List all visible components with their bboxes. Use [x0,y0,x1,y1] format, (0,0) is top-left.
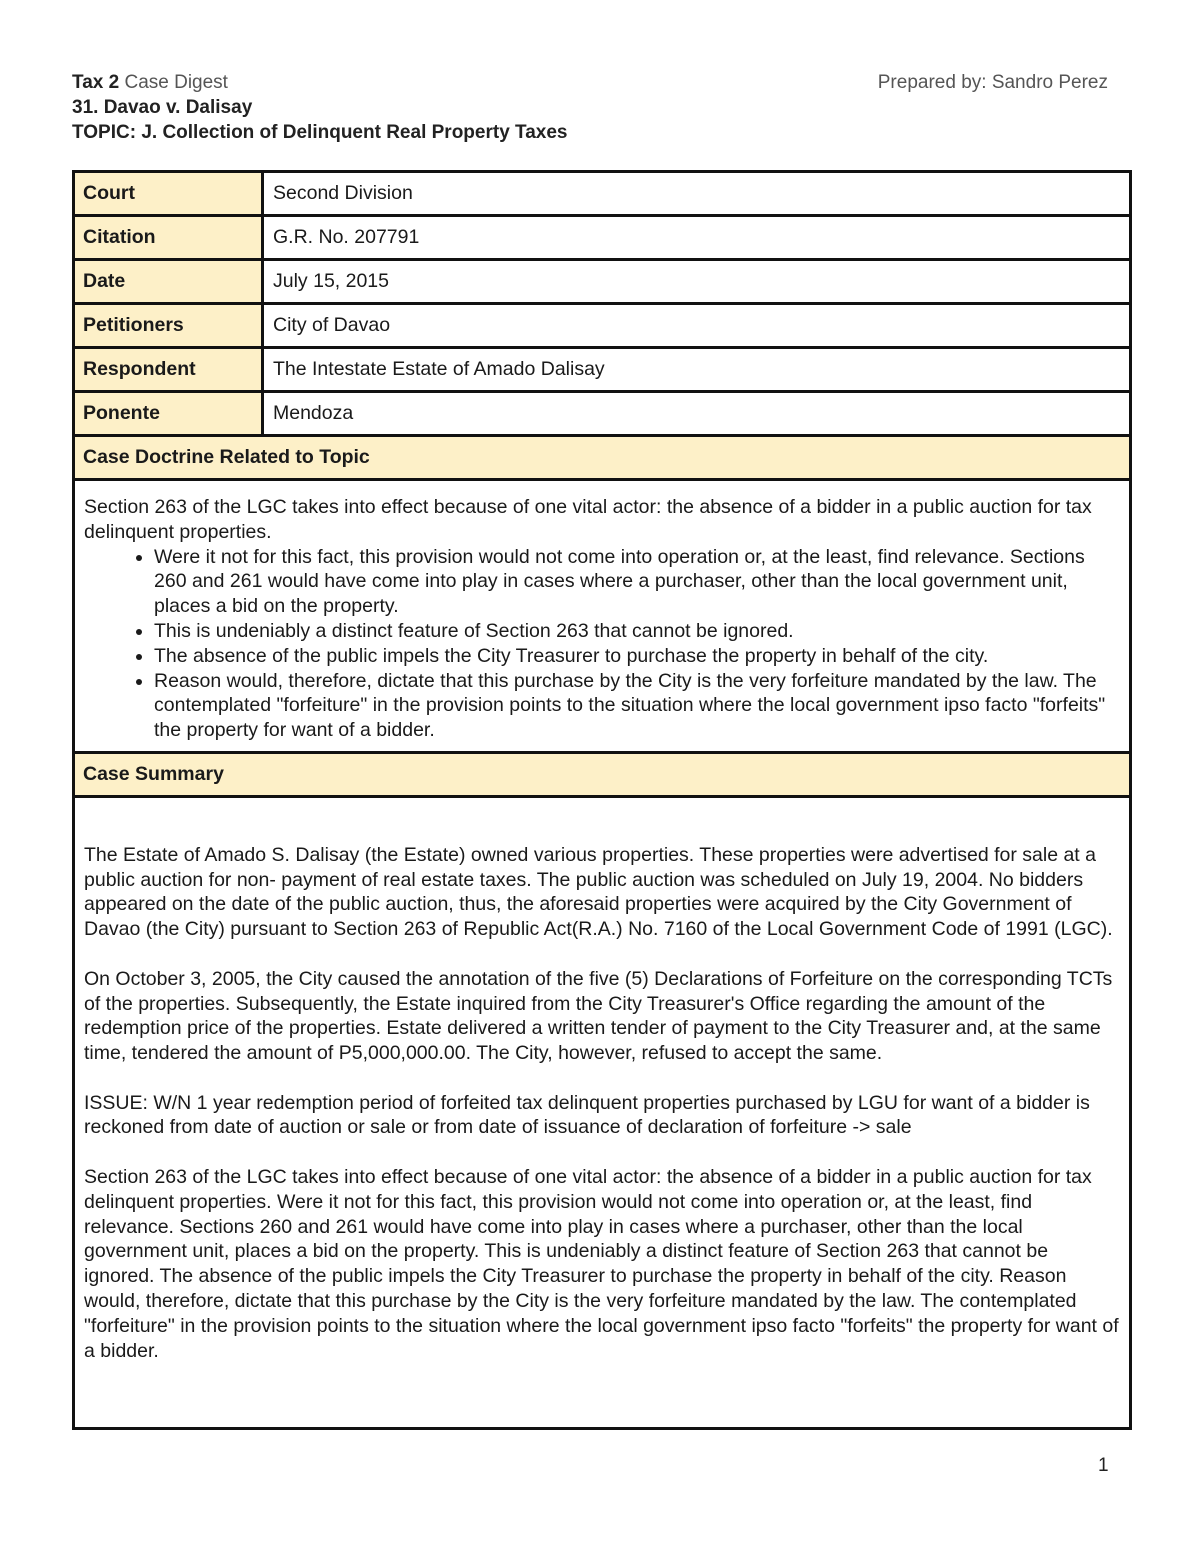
summary-paragraph: On October 3, 2005, the City caused the annotation of the five (5) Declarations of Forfeiture on the corresponding TCTs of the properties. Subsequently, the Estate inquired from the City Treasurer's Office regarding the amount of the redemption price of the properties. Estate delivered a written tender of payment to the City Treasurer and, at the same time, tendered the amount of P5,000,000.00. The City, however, refused to accept the same. [84,967,1113,1065]
doctrine-bullet-list [84,545,1120,743]
detail-row-respondent [74,348,1131,392]
detail-value: G.R. No. 207791 [263,216,1131,260]
doctrine-bullet: • Were it not for this fact, this provision would not come into operation or, at the least, find relevance. Sections 260 and 261 would have come into play in cases where a purchaser, other than the local government unit, places a bid on the property. [154,545,1120,619]
detail-label: Citation [74,216,263,260]
doctrine-bullet: • Reason would, therefore, dictate that this purchase by the City is the very forfeiture mandated by the law. The contemplated "forfeiture" in the provision points to the situation where the local government ipso facto "forfeits" the property for want of a bidder. [154,669,1120,743]
topic-line: TOPIC: J. Collection of Delinquent Real Property Taxes [72,122,568,143]
doctrine-body [74,480,1131,753]
detail-value: Mendoza [263,392,1131,436]
detail-label: Petitioners [74,304,263,348]
doctrine-bullet: • This is undeniably a distinct feature of Section 263 that cannot be ignored. [154,619,1120,644]
page-number: 1 [1098,1455,1109,1476]
doctrine-bullet: • The absence of the public impels the City Treasurer to purchase the property in behalf of the city. [154,644,1120,669]
case-digest-table [72,170,1132,1430]
doctrine-heading: Case Doctrine Related to Topic [74,436,1131,480]
detail-row-date [74,260,1131,304]
detail-label: Court [74,172,263,216]
case-title: 31. Davao v. Dalisay [72,97,253,118]
detail-row-court [74,172,1131,216]
prepared-by: Prepared by: Sandro Perez [877,72,1108,93]
detail-value: The Intestate Estate of Amado Dalisay [263,348,1131,392]
summary-body-row [74,796,1131,1428]
course-label [72,70,228,95]
detail-value: July 15, 2015 [263,260,1131,304]
detail-row-petitioners [74,304,1131,348]
doctrine-heading-row [74,436,1131,480]
doctrine-body-row [74,480,1131,753]
summary-issue: ISSUE: W/N 1 year redemption period of forfeited tax delinquent properties purchased by LGU for want of a bidder is reckoned from date of auction or sale or from date of issuance of declaration of forfeiture -> sale [84,1091,1090,1139]
detail-value: Second Division [263,172,1131,216]
detail-row-citation [74,216,1131,260]
summary-heading-row [74,752,1131,796]
summary-paragraph: The Estate of Amado S. Dalisay (the Estate) owned various properties. These properties were advertised for sale at a public auction for non- payment of real estate taxes. The public auction was scheduled on July 19, 2004. No bidders appeared on the date of the public auction, thus, the aforesaid properties were acquired by the City Government of Davao (the City) pursuant to Section 263 of Republic Act(R.A.) No. 7160 of the Local Government Code of 1991 (LGC). [84,843,1113,941]
detail-label: Ponente [74,392,263,436]
course-bold: Tax 2 [72,72,120,93]
summary-body [74,796,1131,1428]
detail-label: Respondent [74,348,263,392]
detail-label: Date [74,260,263,304]
document-header [72,70,1132,145]
detail-row-ponente [74,392,1131,436]
course-rest: Case Digest [119,72,228,93]
doctrine-intro: Section 263 of the LGC takes into effect because of one vital actor: the absence of a bidder in a public auction for tax delinquent properties. [84,496,1092,543]
summary-heading: Case Summary [74,752,1131,796]
header-top-line [72,70,1132,95]
summary-paragraph: Section 263 of the LGC takes into effect because of one vital actor: the absence of a bidder in a public auction for tax delinquent properties. Were it not for this fact, this provision would not come into operation or, at the least, find relevance. Sections 260 and 261 would have come into play in cases where a purchaser, other than the local government unit, places a bid on the property. This is undeniably a distinct feature of Section 263 that cannot be ignored. The absence of the public impels the City Treasurer to purchase the property in behalf of the city. Reason would, therefore, dictate that this purchase by the City is the very forfeiture mandated by the law. The contemplated "forfeiture" in the provision points to the situation where the local government ipso facto "forfeits" the property for want of a bidder. [84,1166,1119,1362]
detail-value: City of Davao [263,304,1131,348]
